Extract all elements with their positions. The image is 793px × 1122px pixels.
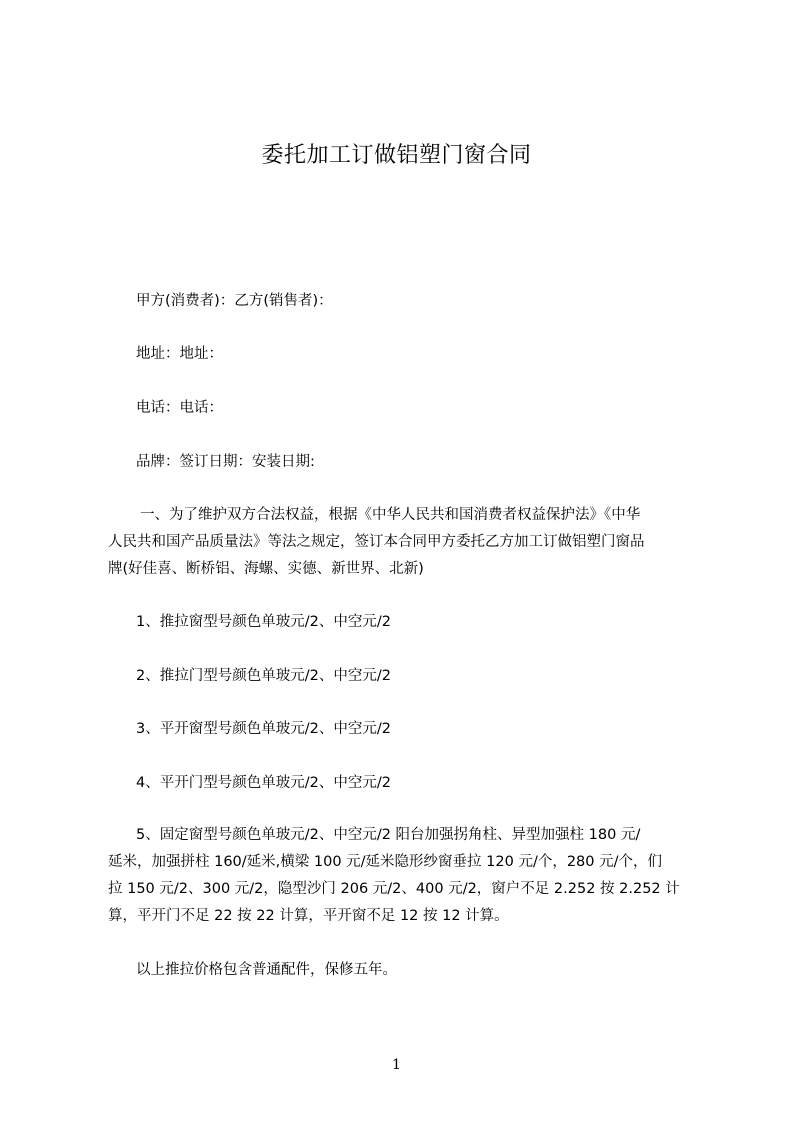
- party-line: 甲方(消费者)：乙方(销售者)：: [136, 293, 333, 309]
- clause-1-line: 一、为了维护双方合法权益，根据《中华人民共和国消费者权益保护法》《中华: [140, 507, 641, 523]
- list-item: 2、推拉门型号颜色单玻元/2、中空元/2: [136, 668, 391, 684]
- document-title: 委托加工订做铝塑门窗合同: [261, 143, 532, 168]
- page-number: 1: [392, 1057, 401, 1073]
- clause-1-line: 牌(好佳喜、断桥铝、海螺、实德、新世界、北新): [108, 561, 424, 577]
- clause-1-line: 人民共和国产品质量法》等法之规定，签订本合同甲方委托乙方加工订做铝塑门窗品: [108, 534, 645, 550]
- list-item: 1、推拉窗型号颜色单玻元/2、中空元/2: [136, 614, 391, 630]
- list-item: 4、平开门型号颜色单玻元/2、中空元/2: [136, 775, 391, 791]
- address-line: 地址：地址：: [136, 346, 223, 362]
- phone-line: 电话：电话：: [136, 400, 223, 416]
- closing-line: 以上推拉价格包含普通配件，保修五年。: [136, 962, 397, 978]
- clause-1-paragraph: [0, 502, 793, 583]
- brand-date-line: 品牌：签订日期：安装日期:: [136, 454, 315, 470]
- item-5-line: 拉 150 元/2、300 元/2，隐型沙门 206 元/2、400 元/2，窗户不足 2.252 按 2.252 计: [108, 881, 680, 897]
- item-5-paragraph: [0, 822, 793, 930]
- list-item: 3、平开窗型号颜色单玻元/2、中空元/2: [136, 721, 391, 737]
- item-5-line: 延米，加强拼柱 160/延米,横梁 100 元/延米隐形纱窗垂拉 120 元/个，280 元/个，们: [108, 854, 663, 870]
- item-5-line: 算，平开门不足 22 按 22 计算，平开窗不足 12 按 12 计算。: [108, 908, 509, 924]
- item-5-line: 5、固定窗型号颜色单玻元/2、中空元/2 阳台加强拐角柱、异型加强柱 180 元/: [136, 827, 641, 843]
